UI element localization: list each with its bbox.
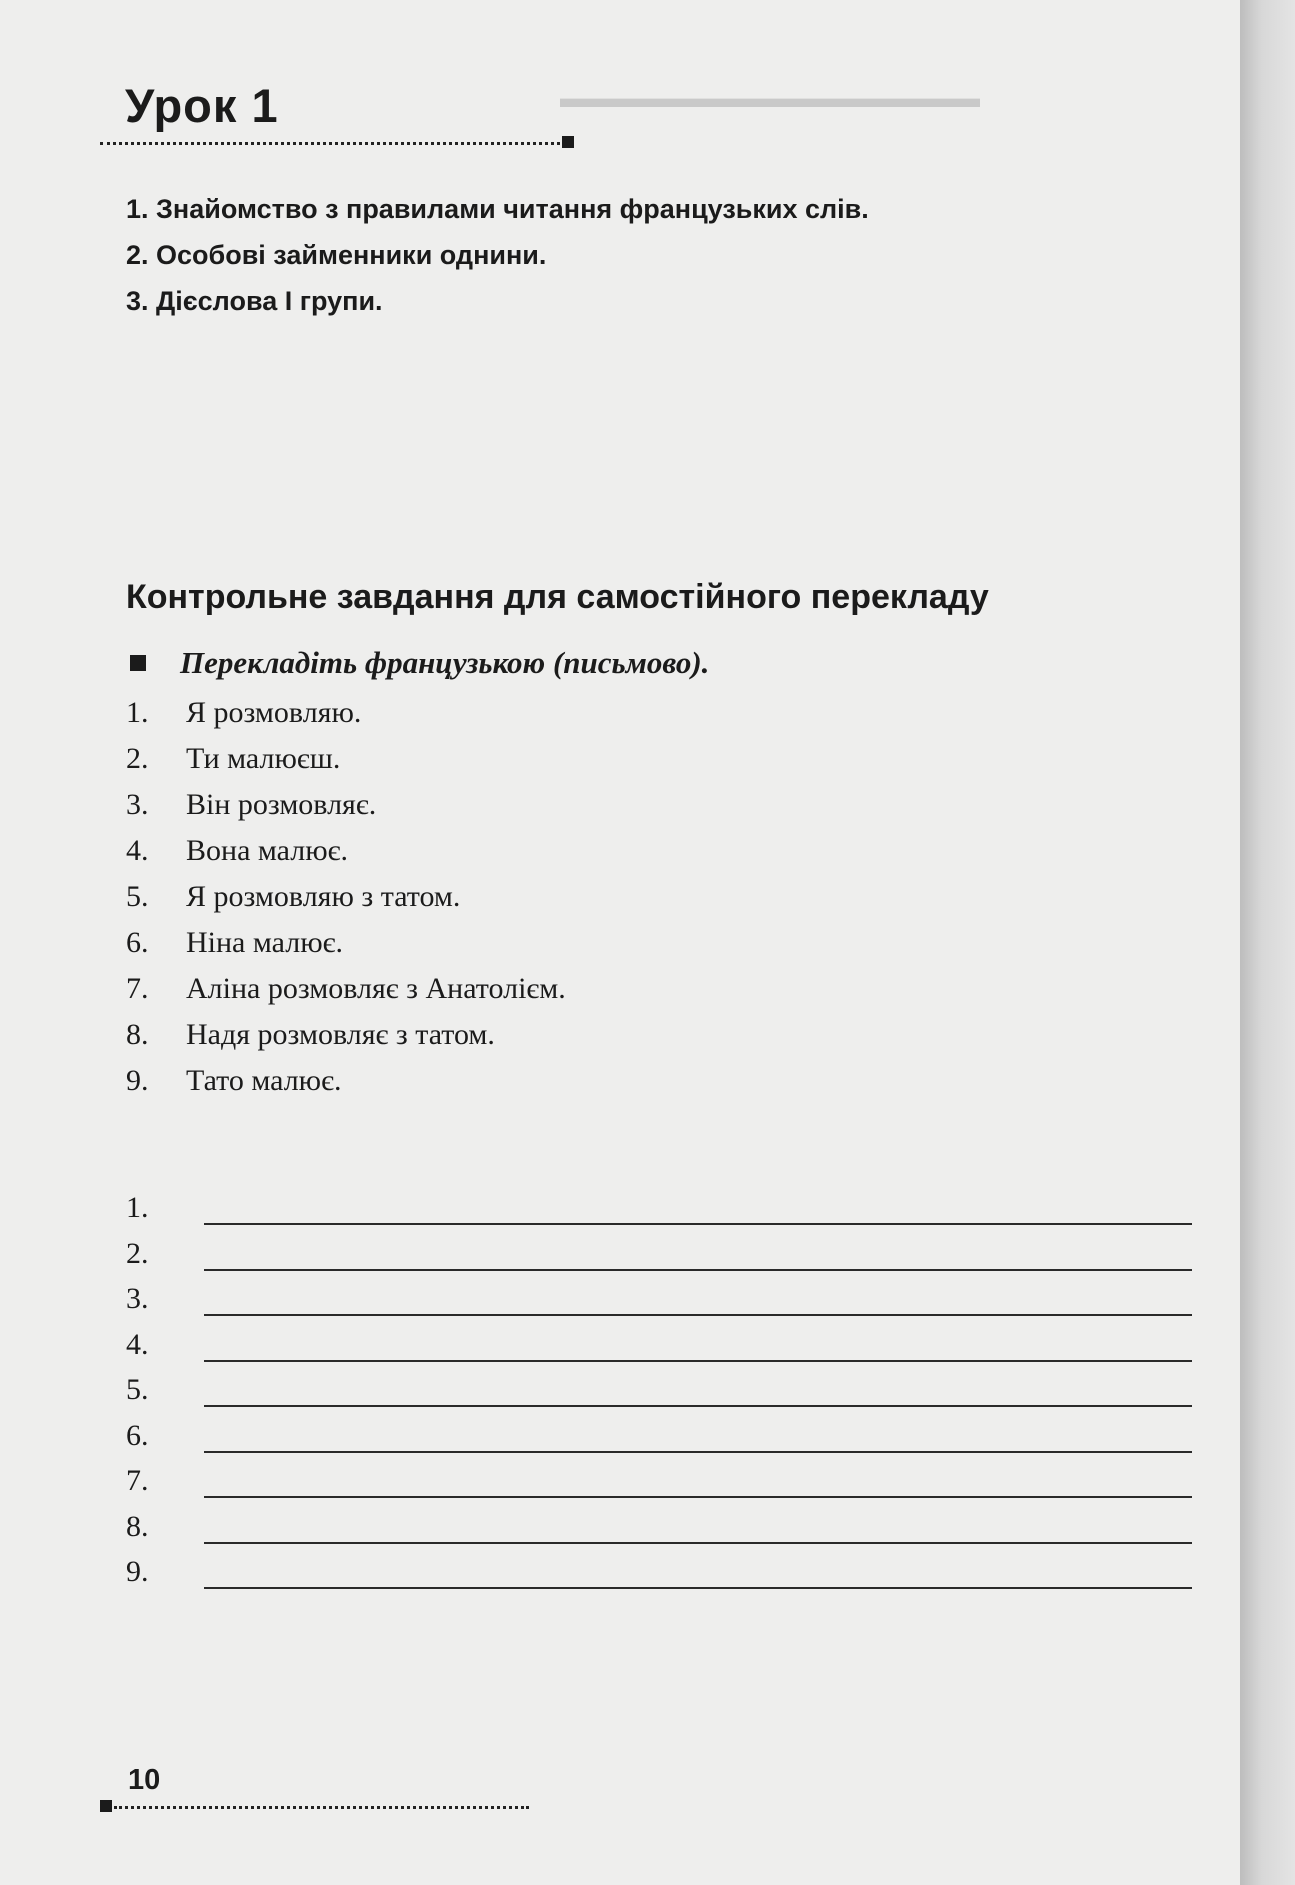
- answer-write-line[interactable]: [204, 1269, 1192, 1271]
- answer-write-line[interactable]: [204, 1360, 1192, 1362]
- sentence-item: [126, 920, 566, 966]
- square-bullet-icon: [130, 655, 146, 671]
- page-edge-shadow: [1240, 0, 1295, 1885]
- sentence-item: [126, 1012, 566, 1058]
- sentence-item: [126, 736, 566, 782]
- sentence-text: Ніна малює.: [186, 926, 343, 959]
- answer-number: 3.: [126, 1282, 149, 1315]
- sentence-text: Він розмовляє.: [186, 788, 377, 821]
- section-title: Контрольне завдання для самостійного перекладу: [126, 578, 989, 616]
- sentence-text: Аліна розмовляє з Анатолієм.: [186, 972, 566, 1005]
- answer-row: [126, 1418, 149, 1464]
- sentence-list: [126, 690, 566, 1104]
- sentence-number: 9.: [126, 1064, 149, 1097]
- sentence-text: Ти малюєш.: [186, 742, 341, 775]
- sentence-text: Вона малює.: [186, 834, 348, 867]
- sentence-number: 4.: [126, 834, 149, 867]
- sentence-item: [126, 874, 566, 920]
- answer-number: 5.: [126, 1373, 149, 1406]
- answer-number: 1.: [126, 1191, 149, 1224]
- sentence-item: [126, 690, 566, 736]
- answer-write-line[interactable]: [204, 1496, 1192, 1498]
- title-rule-square: [562, 136, 574, 148]
- instruction-text: Перекладіть французькою (письмово).: [180, 645, 710, 680]
- sentence-text: Я розмовляю.: [186, 696, 362, 729]
- answer-write-line[interactable]: [204, 1223, 1192, 1225]
- sentence-item: [126, 782, 566, 828]
- sentence-number: 8.: [126, 1018, 149, 1051]
- answer-write-line[interactable]: [204, 1451, 1192, 1453]
- sentence-item: [126, 966, 566, 1012]
- answer-row: [126, 1281, 149, 1327]
- answer-lines: [126, 1190, 149, 1600]
- sentence-text: Я розмовляю з татом.: [186, 880, 461, 913]
- answer-number: 4.: [126, 1327, 149, 1361]
- answer-row: [126, 1463, 149, 1509]
- objective-item: 1. Знайомство з правилами читання французьких слів.: [126, 194, 869, 224]
- answer-number: 2.: [126, 1236, 149, 1270]
- bleed-through-header: ▬▬▬▬▬▬▬▬▬▬▬▬▬▬▬: [560, 82, 980, 113]
- sentence-number: 2.: [126, 742, 149, 775]
- answer-row: [126, 1327, 149, 1373]
- sentence-item: [126, 828, 566, 874]
- footer-rule-square: [100, 1800, 112, 1812]
- answer-write-line[interactable]: [204, 1314, 1192, 1316]
- sentence-text: Надя розмовляє з татом.: [186, 1018, 495, 1051]
- answer-number: 8.: [126, 1509, 149, 1543]
- answer-row: [126, 1554, 149, 1600]
- answer-row: [126, 1372, 149, 1418]
- lesson-objectives: [126, 186, 869, 324]
- answer-row: [126, 1190, 149, 1236]
- exercise-instruction: [130, 645, 709, 681]
- answer-write-line[interactable]: [204, 1587, 1192, 1589]
- lesson-title: Урок 1: [125, 79, 279, 132]
- answer-number: 9.: [126, 1555, 149, 1588]
- answer-row: [126, 1509, 149, 1555]
- sentence-number: 6.: [126, 926, 149, 959]
- page-number: 10: [128, 1764, 161, 1796]
- sentence-item: [126, 1058, 566, 1104]
- sentence-number: 3.: [126, 788, 149, 821]
- sentence-number: 1.: [126, 696, 149, 729]
- footer-dotted-rule: [114, 1806, 529, 1809]
- sentence-number: 7.: [126, 972, 149, 1005]
- answer-number: 6.: [126, 1418, 149, 1452]
- sentence-number: 5.: [126, 880, 149, 913]
- answer-row: [126, 1236, 149, 1282]
- objective-item: 2. Особові займенники однини.: [126, 240, 547, 270]
- objective-item: 3. Дієслова I групи.: [126, 286, 383, 316]
- answer-write-line[interactable]: [204, 1542, 1192, 1544]
- answer-number: 7.: [126, 1464, 149, 1497]
- title-dotted-rule: [100, 142, 560, 145]
- answer-write-line[interactable]: [204, 1405, 1192, 1407]
- sentence-text: Тато малює.: [186, 1064, 342, 1097]
